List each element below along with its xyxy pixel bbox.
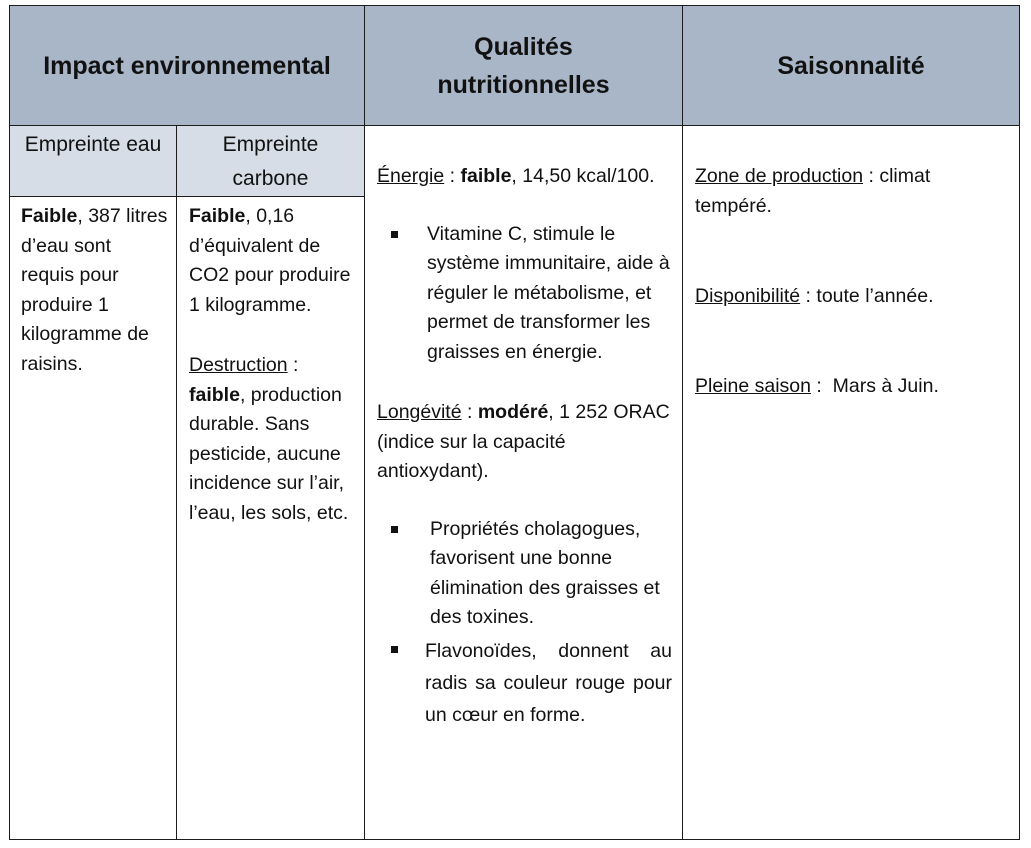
longevite-label: Longévité <box>377 401 462 423</box>
eau-text: Faible, 387 litres d’eau sont requis pour produire 1 kilogramme de raisins. <box>21 205 168 375</box>
pleine-value: Mars à Juin. <box>832 374 939 397</box>
vitamine-list <box>377 220 672 368</box>
vitamine-text: Vitamine C, stimule le système immunitaire, aide à réguler le métabolisme, et permet de transformer les graisses en énergie. <box>427 222 670 363</box>
carbone-description: 0,16 d’équivalent de CO2 pour produire 1 kilogramme. <box>189 205 351 316</box>
header-saison-label: Saisonnalité <box>777 51 925 80</box>
energie-text: Énergie : faible, 14,50 kcal/100. <box>377 165 655 187</box>
longevite-level: modéré <box>477 401 549 423</box>
pleine-label: Pleine saison <box>695 374 811 397</box>
dispo-value: toute l’année. <box>816 285 934 307</box>
properties-list <box>377 515 672 731</box>
header-impact-label: Impact environnemental <box>43 51 331 80</box>
destruction-text: Destruction : faible, production durable. Sans pesticide, aucune incidence sur l’air, l’eau, les sols, etc. <box>189 354 349 524</box>
dispo-label: Disponibilité <box>695 285 801 307</box>
zone-value: climat tempéré. <box>695 165 931 217</box>
carbone-text: Faible, 0,16 d’équivalent de CO2 pour produire 1 kilogramme. <box>189 205 351 316</box>
subheader-eau <box>9 125 177 197</box>
header-saison <box>682 5 1020 126</box>
cell-carbone <box>176 196 365 840</box>
subheader-eau-label: Empreinte eau <box>24 133 162 156</box>
pleine-text: Pleine saison : Mars à Juin. <box>695 374 939 397</box>
header-qualites <box>364 5 683 126</box>
destruction-label: Destruction <box>189 354 288 376</box>
longevite-text: Longévité : modéré, 1 252 ORAC (indice sur la capacité antioxydant). <box>377 401 670 482</box>
energie-level: faible <box>460 165 512 187</box>
header-qualites-label: Qualités nutritionnelles <box>437 32 610 99</box>
list-item <box>377 220 672 368</box>
zone-label: Zone de production <box>695 165 864 187</box>
product-info-table <box>9 5 1020 840</box>
header-impact <box>9 5 365 126</box>
cell-saison <box>682 125 1020 840</box>
dispo-text: Disponibilité : toute l’année. <box>695 285 934 307</box>
energie-label: Énergie <box>377 165 445 187</box>
cell-nutrition <box>364 125 683 840</box>
energie-value: 14,50 kcal/100. <box>522 165 655 187</box>
carbone-level: Faible <box>189 205 246 227</box>
list-item <box>377 635 672 731</box>
list-item <box>377 515 672 633</box>
subheader-carbone-label: Empreinte carbone <box>222 133 319 190</box>
zone-text: Zone de production : climat tempéré. <box>695 165 931 217</box>
destruction-level: faible <box>189 383 240 406</box>
bullet-text: Propriétés cholagogues, favorisent une bonne élimination des graisses et des toxines. <box>430 517 660 628</box>
eau-level: Faible <box>21 205 78 227</box>
longevite-value: 1 252 ORAC (indice sur la capacité antioxydant). <box>377 401 670 482</box>
subheader-carbone <box>176 125 365 197</box>
bullet-text: Flavonoïdes, donnent au radis sa couleur rouge pour un cœur en forme. <box>425 639 672 726</box>
destruction-description: production durable. Sans pesticide, aucune incidence sur l’air, l’eau, les sols, etc. <box>189 383 349 524</box>
eau-description: 387 litres d’eau sont requis pour produire 1 kilogramme de raisins. <box>21 205 168 375</box>
cell-eau <box>9 196 177 840</box>
